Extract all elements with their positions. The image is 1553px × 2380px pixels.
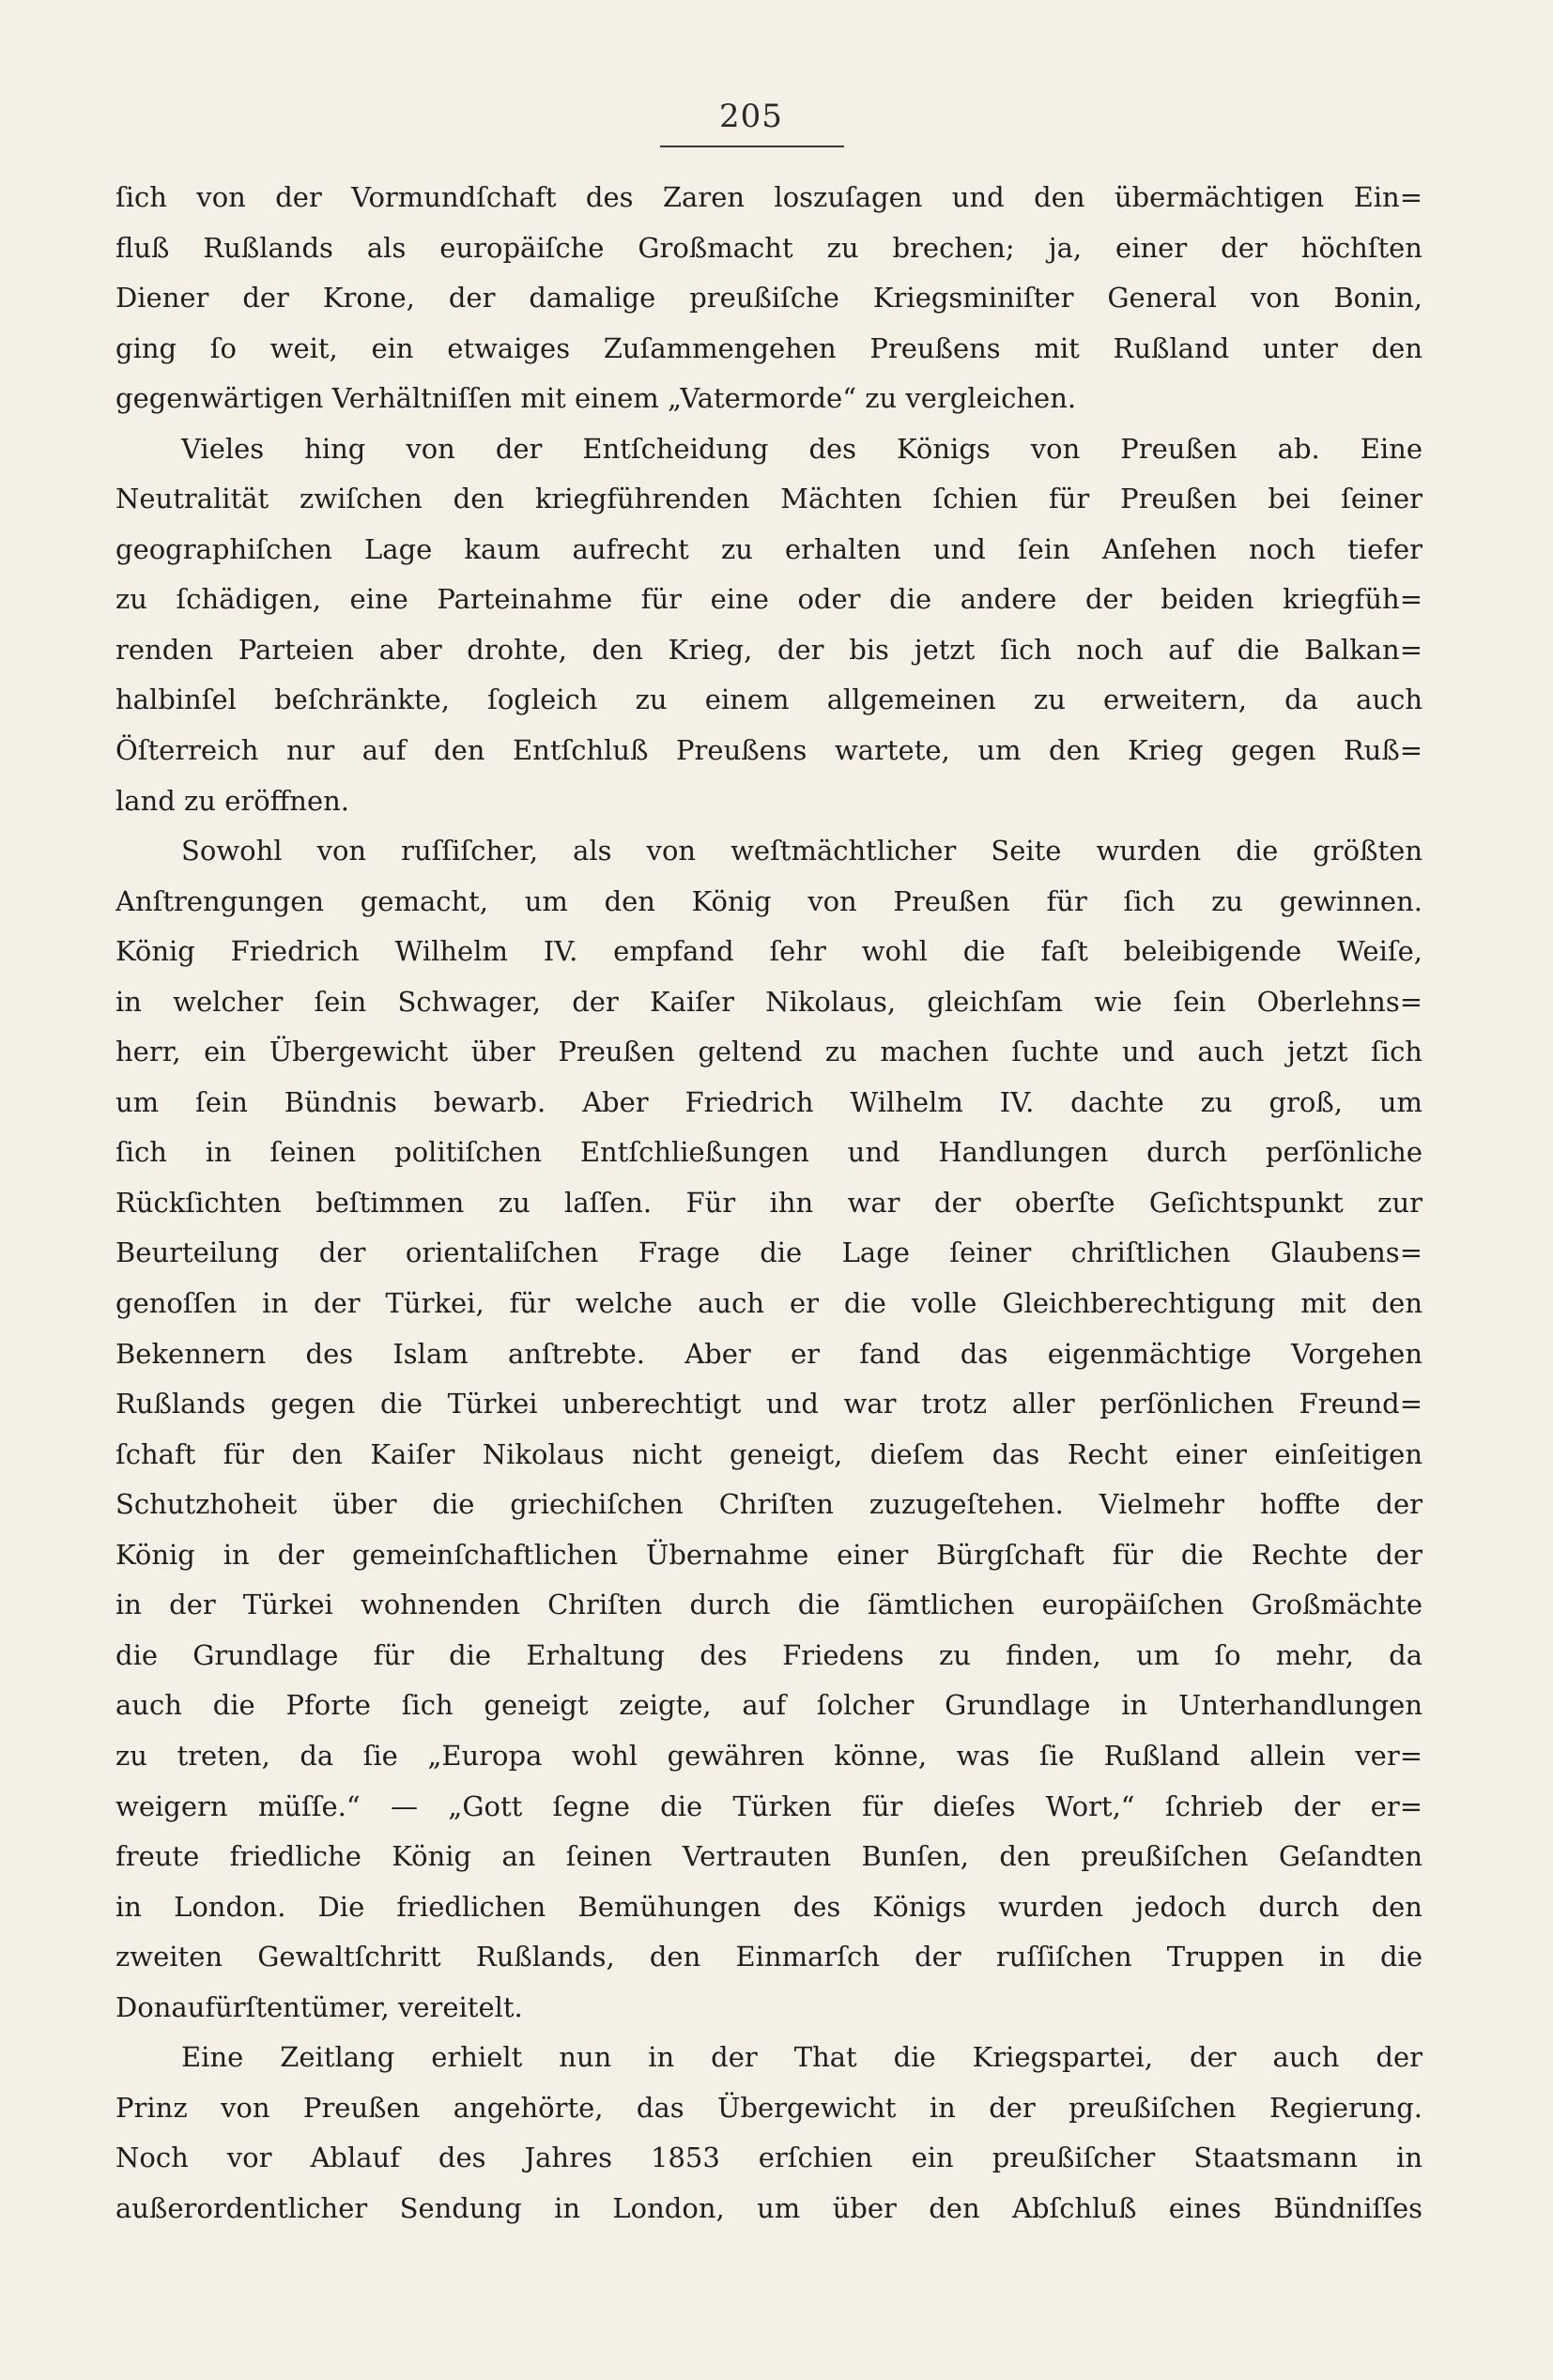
paragraph-start-line: Sowohl von ruſſiſcher, als von weſtmächtlicher Seite wurden die größten [181,835,1422,868]
text-line: zweiten Gewaltſchritt Rußlands, den Einmarſch der ruſſiſchen Truppen in die [115,1941,1422,1973]
text-line: Diener der Krone, der damalige preußiſche Kriegsminiſter General von Bonin, [115,282,1422,315]
text-line: ſich in ſeinen politiſchen Entſchließungen und Handlungen durch perſönliche [115,1136,1422,1169]
text-line: gegenwärtigen Verhältniſſen mit einem „Vatermorde“ zu vergleichen. [115,382,1077,415]
text-line: herr, ein Übergewicht über Preußen geltend zu machen ſuchte und auch jetzt ſich [115,1036,1422,1068]
text-line: freute friedliche König an ſeinen Vertrauten Bunſen, den preußiſchen Geſandten [115,1840,1422,1873]
text-line: Rückſichten beſtimmen zu laſſen. Für ihn war der oberſte Geſichtspunkt zur [115,1186,1422,1219]
text-line: Öſterreich nur auf den Entſchluß Preußens wartete, um den Krieg gegen Ruß= [115,734,1422,767]
text-line: außerordentlicher Sendung in London, um über den Abſchluß eines Bündniſſes [115,2191,1422,2224]
text-line: ging ſo weit, ein etwaiges Zuſammengehen Preußens mit Rußland unter den [115,331,1422,364]
text-line: in der Türkei wohnenden Chriſten durch die ſämtlichen europäiſchen Großmächte [115,1589,1422,1621]
text-line: um ſein Bündnis bewarb. Aber Friedrich Wilhelm IV. dachte zu groß, um [115,1085,1422,1118]
text-line: in welcher ſein Schwager, der Kaiſer Nikolaus, gleichſam wie ſein Oberlehns= [115,985,1422,1018]
text-line: land zu eröffnen. [115,784,350,817]
header-rule [660,146,844,147]
text-line: auch die Pforte ſich geneigt zeigte, auf ſolcher Grundlage in Unterhandlungen [115,1689,1422,1722]
text-line: ſchaft für den Kaiſer Nikolaus nicht geneigt, dieſem das Recht einer einſeitigen [115,1437,1422,1470]
text-line: zu ſchädigen, eine Parteinahme für eine oder die andere der beiden kriegfüh= [115,583,1422,616]
text-line: Noch vor Ablauf des Jahres 1853 erſchien ein preußiſcher Staatsmann in [115,2142,1422,2174]
page-number: 205 [719,98,783,135]
text-line: genoſſen in der Türkei, für welche auch er die volle Gleichberechtigung mit den [115,1287,1422,1320]
text-line: Bekennern des Islam anſtrebte. Aber er fand das eigenmächtige Vorgehen [115,1337,1422,1370]
text-line: renden Parteien aber drohte, den Krieg, der bis jetzt ſich noch auf die Balkan= [115,633,1422,666]
text-line: geographiſchen Lage kaum aufrecht zu erhalten und ſein Anſehen noch tiefer [115,532,1422,565]
paragraph-start-line: Eine Zeitlang erhielt nun in der That die Kriegspartei, der auch der [181,2041,1422,2074]
text-line: Donaufürſtentümer, vereitelt. [115,1990,523,2023]
text-line: Prinz von Preußen angehörte, das Übergewicht in der preußiſchen Regierung. [115,2091,1422,2124]
text-line: in London. Die friedlichen Bemühungen des Königs wurden jedoch durch den [115,1890,1422,1923]
text-line: König Friedrich Wilhelm IV. empfand ſehr wohl die faſt beleibigende Weiſe, [115,935,1422,968]
text-line: Neutralität zwiſchen den kriegführenden Mächten ſchien für Preußen bei ſeiner [115,483,1422,515]
text-line: halbinſel beſchränkte, ſogleich zu einem allgemeinen zu erweitern, da auch [115,683,1422,716]
paragraph-start-line: Vieles hing von der Entſcheidung des Königs von Preußen ab. Eine [181,432,1422,465]
text-line: zu treten, da ſie „Europa wohl gewähren könne, was ſie Rußland allein ver= [115,1739,1422,1772]
body-text [115,173,1422,2234]
text-line: weigern müſſe.“ — „Gott ſegne die Türken für dieſes Wort,“ ſchrieb der er= [115,1789,1422,1822]
text-line: Anſtrengungen gemacht, um den König von Preußen für ſich zu gewinnen. [115,884,1422,917]
text-line: Schutzhoheit über die griechiſchen Chriſten zuzugeſtehen. Vielmehr hoffte der [115,1488,1422,1521]
text-line: König in der gemeinſchaftlichen Übernahme einer Bürgſchaft für die Rechte der [115,1538,1422,1571]
text-line: Beurteilung der orientaliſchen Frage die Lage ſeiner chriſtlichen Glaubens= [115,1236,1422,1269]
text-line: Rußlands gegen die Türkei unberechtigt und war trotz aller perſönlichen Freund= [115,1388,1422,1420]
text-line: fluß Rußlands als europäiſche Großmacht zu brechen; ja, einer der höchſten [115,231,1422,264]
text-line: die Grundlage für die Erhaltung des Friedens zu finden, um ſo mehr, da [115,1638,1422,1671]
text-line: ſich von der Vormundſchaft des Zaren loszuſagen und den übermächtigen Ein= [115,181,1422,213]
